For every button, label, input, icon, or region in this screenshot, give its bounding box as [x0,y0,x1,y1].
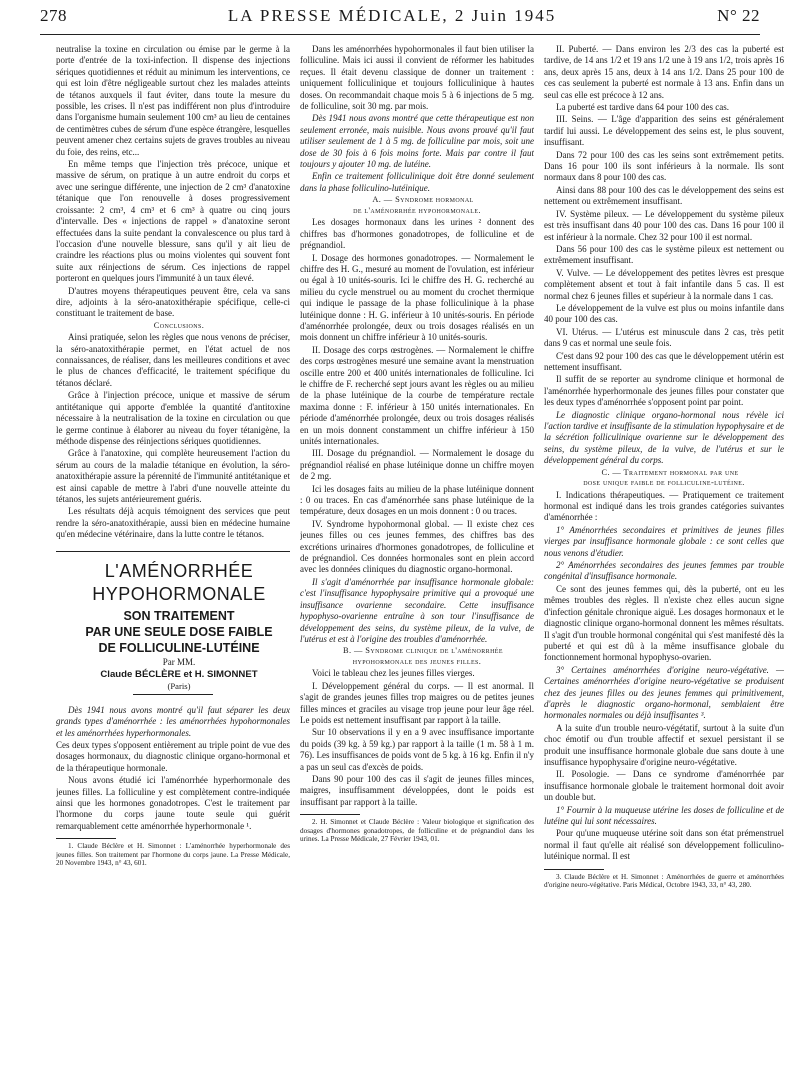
footnote-3: 3. Claude Béclère et H. Simonnet : Aménorrhées de guerre et aménorrhées d'origine neuro-végétative. Paris Médical, Octobre 1943, 33, n° 43, 280. [544,872,784,890]
paragraph: Grâce à l'anatoxine, qui complète heureusement l'action du sérum au cours de la maladie tétanique en évolution, la séro-anatoxithérapie assure la pérennité de l'immunité antitétanique et est ainsi capable de mettre à l'abri d'une nouvelle atteinte du tétanos, les sujets antérieurement guéris. [56,448,290,504]
section-heading-c-line-1: C. — Traitement hormonal par une [601,467,739,477]
authors: Claude BÉCLÈRE et H. SIMONNET [100,668,258,680]
paragraph: La puberté est tardive dans 64 pour 100 des cas. [556,102,729,113]
paragraph: III. Seins. — L'âge d'apparition des seins est généralement tardif lui aussi. Le développement des seins est, le plus souvent, insuffisant. [544,114,784,148]
article-subtitle-line-2: PAR UNE SEULE DOSE FAIBLE [85,624,273,639]
paragraph-italic: 1° Fournir à la muqueuse utérine les doses de folliculine et de lutéine qui lui sont nécessaires. [544,804,784,826]
section-heading-b [300,646,534,667]
paragraph-italic: 1° Aménorrhées secondaires et primitives de jeunes filles vierges par insuffisance hormonale globale : ce sont celles que nous venons d'étudier. [544,524,784,558]
page-number: 278 [40,6,67,25]
column-1 [56,44,290,1076]
paragraph: II. Dosage des corps œstrogènes. — Normalement le chiffre des corps œstrogènes mesuré une semaine avant la menstruation oscille entre 200 et 400 unités internationales de folliculine. Ici le chiffre de F. recherché sept jours avant les règles ou au milieu de la phase lutéinique de la courbe de température rectale maxima donne : F. inférieur à 150 unités internationales. En période d'aménorrhée prolongée, deux ou trois dosages réalisés en un mois donnent constamment un chiffre inférieur à 150 unités internationales. [300,344,534,446]
paragraph: D'autres moyens thérapeutiques peuvent être, cela va sans dire, adjoints à la séro-anatoxithérapie spécifique, celle-ci constituant le traitement de base. [56,285,290,319]
section-heading-conclusions: Conclusions. [153,320,205,330]
byline-prefix: Par MM. [162,656,196,667]
paragraph: A la suite d'un trouble neuro-végétatif, surtout à la suite d'un choc émotif ou d'un trouble affectif et sexuel persistant il se produit une insuffisance hormonale globale due sans doute à une insuffisance hypophysaire d'origine neuro-végétative. [544,722,784,767]
section-heading-a [300,195,534,216]
section-heading-a-line-1: A. — Syndrome hormonal [372,195,474,205]
author-location: (Paris) [167,681,191,692]
column-3 [544,44,784,1076]
paragraph: Dans 72 pour 100 des cas les seins sont extrêmement petits. Dans 16 pour 100 ils sont inférieurs à la normale. Ils sont normaux dans 8 pour 100 des cas. [544,149,784,183]
paragraph: Le développement de la vulve est plus ou moins infantile dans 40 pour 100 des cas. [544,302,784,325]
paragraph: I. Dosage des hormones gonadotropes. — Normalement le chiffre des H. G., mesuré au moment de l'ovulation, est inférieur ou égal à 10 unités-souris. Ici le chiffre des H. G. recherché au milieu du cycle menstruel ou au moment du crochet thermique qui indique le passage de la phase folliculinique à la phase lutéinique donne : H. G. inférieur à 10 unités-souris. En période d'aménorrhée prolongée, deux ou trois dosages réalisés en un mois donnent un chiffre inférieur à 10 unités-souris. [300,252,534,343]
footnote-rule [56,838,116,839]
paragraph: V. Vulve. — Le développement des petites lèvres est presque complètement absent et tout à fait infantile dans 5 cas. Il est normal chez 6 jeunes filles et supérieur à la normale dans 1 cas. [544,267,784,301]
article-title-line-2: HYPOHORMONALE [92,583,266,604]
paragraph: Sur 10 observations il y en a 9 avec insuffisance importante du poids (39 kg. à 59 kg.) par rapport à la taille (1 m. 58 à 1 m. 76). Les insuffisances de poids vont de 5 kg. à 16 kg. Enfin il n'y a pas un seul cas d'excès de poids. [300,727,534,772]
paragraph: neutralise la toxine en circulation ou émise par le germe à la porte d'entrée de la toxi-infection. Il dispense des injections sériques quotidiennes et réduit au minimum les interventions, ce qui est loin d'être négligeable surtout chez les malades atteints de tétanos auxquels il faut éviter, dans toute la mesure du possible, les crises. Il n'est pas indifférent non plus d'introduire dans l'organisme humain seulement 100 cm³ au lieu de centaines de centimètres cubes de sérum d'une espèce étrangère, lesquelles peuvent amener chez certains sujets de graves troubles au niveau du foie, des reins, etc... [56,44,290,157]
paragraph: Ici les dosages faits au milieu de la phase lutéinique donnent : 0 ou traces. En cas d'aménorrhée sans phase lutéinique de la température, deux dosages en un mois donnent : 0 ou traces. [300,483,534,517]
paragraph: C'est dans 92 pour 100 des cas que le développement utérin est nettement insuffisant. [544,350,784,372]
paragraph: Dans 56 pour 100 des cas le système pileux est nettement ou extrêmement insuffisant. [544,243,784,266]
paragraph: Ainsi dans 88 pour 100 des cas le développement des seins est nettement ou extrêmement insuffisant. [544,184,784,207]
paragraph: Dans les aménorrhées hypohormonales il faut bien utiliser la folliculine. Mais ici aussi il convient de réformer les habitudes reçues. Il était devenu classique de donner un traitement : uniquement folliculinique et toujours folliculinique à hautes doses. On recommandait chaque mois 5 à 6 injections de 5 mg. de folliculine, soit 30 mg. par mois. [300,44,534,112]
section-heading-c-line-2: dose unique faible de folliculine-lutéine. [583,478,745,488]
paragraph-italic: Il s'agit d'aménorrhée par insuffisance hormonale globale: c'est l'insuffisance hypophysaire primitive qui a provoqué une insuffisance ovarienne secondaire. Cette insuffisance hypophyso-ovarienne entraîne à son tour l'insuffisance de développement des seins, du système pileux, de la vulve, de l'utérus et est à l'origine des troubles d'aménorrhée. [300,576,534,644]
paragraph: Voici le tableau chez les jeunes filles vierges. [312,668,475,679]
section-heading-b-line-2: hypohormonale des jeunes filles. [352,656,482,666]
intro-italic: Dès 1941 nous avons montré qu'il faut séparer les deux grands types d'aménorrhée : les aménorrhées hypohormonales et les aménorrhées hyperhormonales. [56,704,290,738]
paragraph: Ce sont des jeunes femmes qui, dès la puberté, ont eu les mêmes troubles des règles. Il n'existe chez elles aucun signe d'infection génitale chronique aiguë. Les dosages hormonaux et le diagnostic clinique organo-hormonal donnent les mêmes résultats. Il s'agit d'un trouble hormonal congénital qui s'est manifesté dès la puberté et qui est dû à la même insuffisance globale du fonctionnement hormonal hypophyso-ovarien. [544,583,784,663]
paragraph: Ces deux types s'opposent entièrement au triple point de vue des dosages hormonaux, du diagnostic clinique organo-hormonal et de la thérapeutique hormonale. [56,740,290,773]
paragraph: VI. Utérus. — L'utérus est minuscule dans 2 cas, très petit dans 9 cas et normal une seule fois. [544,326,784,349]
footnote-1: 1. Claude Béclère et H. Simonnet : L'aménorrhée hyperhormonale des jeunes filles. Son traitement par l'hormone du corps jaune. La Presse Médicale, 20 Novembre 1943, n° 43, 601. [56,842,290,868]
journal-title: LA PRESSE MÉDICALE, 2 Juin 1945 [227,6,557,25]
paragraph: III. Dosage du prégnandiol. — Normalement le dosage du prégnandiol réalisé en phase lutéinique donne un chiffre moyen de 2 mg. [300,448,534,482]
article-subtitle-line-3: DE FOLLICULINE-LUTÉINE [98,640,260,655]
paragraph: Nous avons étudié ici l'aménorrhée hyperhormonale des jeunes filles. La folliculine y est complètement contre-indiquée ainsi que les hormones gonadotropes. C'est le traitement par l'hormone du corps jaune toute seule qui guérit remarquablement cette aménorrhée hyperhormonale ¹. [56,775,290,831]
article-separator [56,551,290,552]
paragraph: IV. Système pileux. — Le développement du système pileux est très insuffisant dans 40 pour 100 des cas. Dans 16 pour 100 il est inférieur à la normale. Chez 32 pour 100 il est normal. [544,208,784,242]
paragraph: I. Développement général du corps. — Il est anormal. Il s'agit de grandes jeunes filles trop maigres ou de petites jeunes filles minces et graciles au visage trop jeune pour leur âge réel. Le poids est nettement insuffisant par rapport à la taille. [300,680,534,725]
paragraph: Dans 90 pour 100 des cas il s'agit de jeunes filles minces, maigres, insuffisamment développées, dont le poids est insuffisant par rapport à la taille. [300,773,534,807]
paragraph: Grâce à l'injection précoce, unique et massive de sérum antitétanique qui apporte d'emblée la quantité d'antitoxine nécessaire à la neutralisation de la toxine en circulation ou que le germe continue à élaborer au niveau du foyer tétanigène, la méthode dispense des réinjections sériques quotidiennes. [56,390,290,446]
article-subtitle-line-1: SON TRAITEMENT [123,608,235,623]
footnote-rule [300,814,360,815]
paragraph: Pour qu'une muqueuse utérine soit dans son état prémenstruel normal il faut qu'elle ait réalisé son développement folliculino-lutéinique normal. Il est [544,828,784,862]
footnote-2: 2. H. Simonnet et Claude Béclère : Valeur biologique et signification des dosages d'hormones gonadotropes, de folliculine et de prégnandiol dans les urines. La Presse Médicale, 27 Février 1943, 01. [300,818,534,844]
paragraph-italic: Dès 1941 nous avons montré que cette thérapeutique est non seulement erronée, mais nuisible. Nous avons prouvé qu'il faut utiliser seulement de 1 à 5 mg. de folliculine par mois, soit une dose de 30 fois à 6 fois moins forte. Mais par contre il faut toujours y ajouter 10 mg. de lutéine. [300,113,534,170]
paragraph: Ainsi pratiquée, selon les règles que nous venons de préciser, la séro-anatoxithérapie permet, en l'état actuel de nos connaissances, de réaliser, dans les meilleures conditions et avec le plus de chances d'efficacité, le traitement spécifique du tétanos déclaré. [56,332,290,388]
section-heading-c [544,468,784,489]
paragraph: Il suffit de se reporter au syndrome clinique et hormonal de l'aménorrhée hyperhormonale des jeunes filles pour constater que les deux types d'aménorrhée s'opposent point par point. [544,374,784,408]
byline-rule [133,694,213,695]
paragraph-italic: Enfin ce traitement folliculinique doit être donné seulement dans la phase folliculino-lutéinique. [300,171,534,193]
paragraph: IV. Syndrome hypohormonal global. — Il existe chez ces jeunes filles ou ces jeunes femmes, des chiffres bas des excrétions urinaires d'hormones gonadotropes, de folliculine et de prégnandiol. Ces données hormonales sont en plein accord avec les données cliniques du diagnostic organo-hormonal. [300,518,534,575]
paragraph: II. Puberté. — Dans environ les 2/3 des cas la puberté est tardive, de 14 ans 1/2 et 19 ans 1/2 une à 19 ans 1/2, trois après 16 ans, deux après 15 ans, deux à 14 ans 1/2. Dans 25 pour 100 de ces cas seulement la puberté est normale à 13 ans. Enfin dans un seul cas elle est précoce à 12 ans. [544,44,784,100]
paragraph-italic: 2° Aménorrhées secondaires des jeunes femmes par trouble congénital d'insuffisance hormonale. [544,560,784,582]
section-heading-b-line-1: B. — Syndrome clinique de l'aménorrhée [343,646,503,656]
paragraph: Les dosages hormonaux dans les urines ² donnent des chiffres bas d'hormones gonadotropes, de folliculine et de prégnandiol. [300,217,534,251]
paragraph: Les résultats déjà acquis témoignent des services que peut rendre la séro-anatoxithérapie, aussi bien en médecine humaine qu'en médecine vétérinaire, dans la lutte contre le tétanos. [56,506,290,540]
article-title-line-1: L'AMÉNORRHÉE [104,560,254,581]
column-2 [300,44,534,1076]
paragraph: I. Indications thérapeutiques. — Pratiquement ce traitement hormonal est indiqué dans les trois grandes catégories suivantes d'aménorrhée : [544,489,784,523]
paragraph: II. Posologie. — Dans ce syndrome d'aménorrhée par insuffisance hormonale globale le traitement hormonal doit avoir un double but. [544,769,784,803]
header-rule [40,34,760,35]
paragraph-italic: 3° Certaines aménorrhées d'origine neuro-végétative. — Certaines aménorrhées d'origine neuro-végétative se produisent chez des jeunes filles ou des jeunes femmes qui primitivement, d'après le diagnostic organo-hormonal, semblaient être hormonales normales ou déjà insuffisantes ³. [544,664,784,721]
paragraph-italic: Le diagnostic clinique organo-hormonal nous révèle ici l'action tardive et insuffisante de la stimulation hypophysaire et de la sécrétion folliculinique ovarienne sur le développement des seins, du système pileux, de la vulve, de l'utérus et sur le développement général du corps. [544,409,784,466]
running-head [40,6,760,34]
section-heading-a-line-2: de l'aménorrhée hypohormonale. [353,205,481,215]
footnote-rule [544,869,604,870]
issue-number: N° 22 [717,6,760,25]
paragraph: En même temps que l'injection très précoce, unique et massive de sérum, on pratique à un autre endroit du corps et avec une seringue différente, une injection de 2 cm³ d'anatoxine tétanique que l'on renouvelle à doses progressivement croissante: 2 cm³, 4 cm³ et 6 cm³ à quatre ou cinq jours d'intervalle. Des « injections de rappel » d'anatoxine seront effectuées dans la suite pendant la convalescence ou plus tard à l'occasion d'une nouvelle blessure, sans qu'il y ait lieu de craindre les réactions plus ou moins violentes qui souvent font suite aux réinjections de sérum. Ces injections de rappel porteront en quelques jours l'immunité à un taux élevé. [56,159,290,284]
